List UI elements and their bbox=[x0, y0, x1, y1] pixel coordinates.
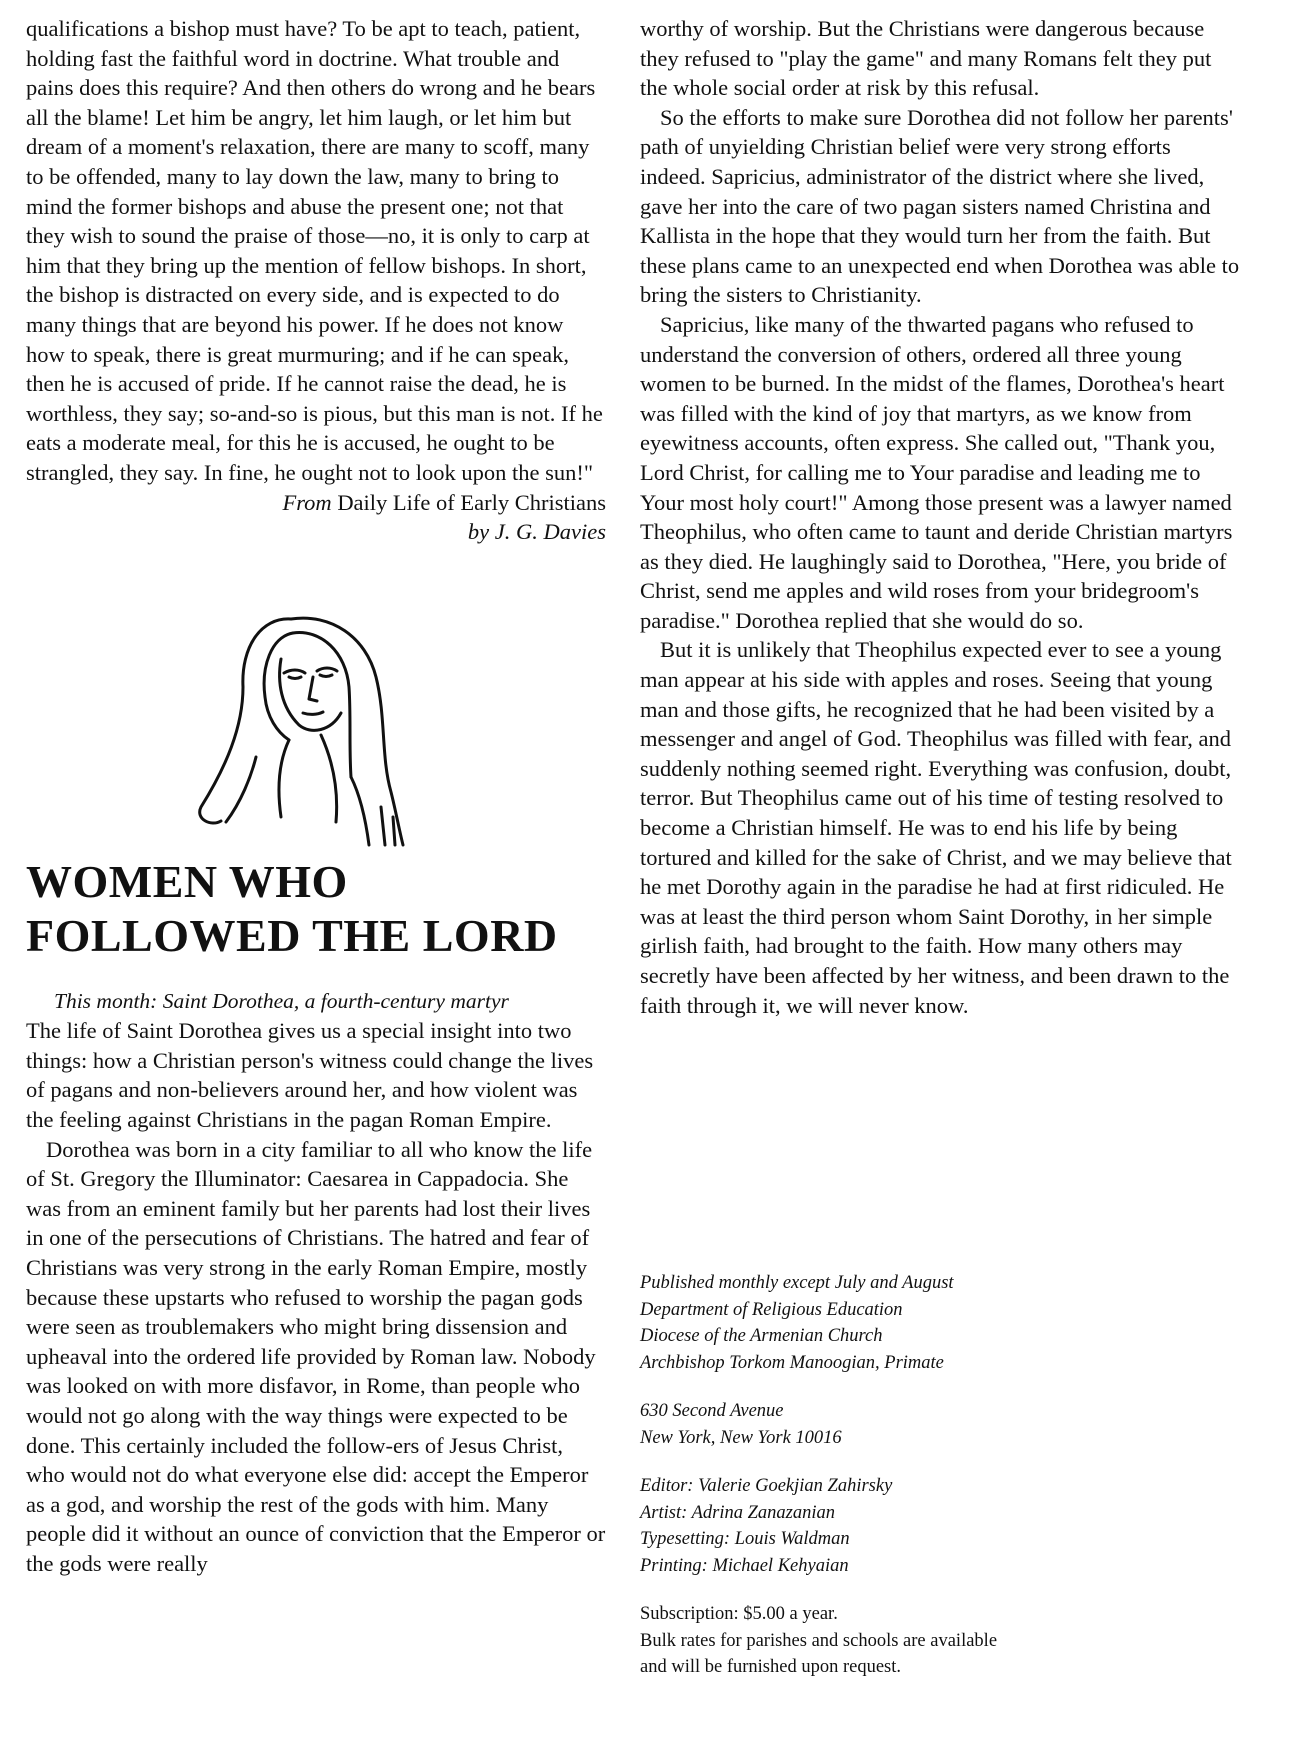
attribution-book-title: Daily Life of Early Christians bbox=[337, 489, 606, 515]
attribution-book bbox=[26, 488, 606, 518]
article-paragraph: Sapricius, like many of the thwarted pagans who refused to understand the conversion of others, ordered all three young women to be burned. In the midst of the flames, Dorothea's heart was filled with the kind of joy that martyrs, as we know from eyewitness accounts, often express. She called out, "Thank you, Lord Christ, for calling me to Your paradise and leading me to Your most holy court!" Among those present was a lawyer named Theophilus, who often came to taunt and deride Christian martyrs as they died. He laughingly said to Dorothea, "Here, you bride of Christ, send me apples and wild roses from your bridegroom's paradise." Dorothea replied that she would do so. bbox=[640, 311, 1233, 633]
left-column bbox=[26, 14, 606, 1579]
publisher-block bbox=[640, 1270, 1240, 1376]
article-title bbox=[26, 855, 606, 963]
right-column bbox=[640, 14, 1240, 1020]
credit-line: Artist: Adrina Zanazanian bbox=[640, 1502, 835, 1523]
article-subtitle: This month: Saint Dorothea, a fourth-century martyr bbox=[54, 988, 509, 1013]
colophon bbox=[640, 1270, 1240, 1703]
publisher-line: Department of Religious Education bbox=[640, 1299, 903, 1320]
address-line: 630 Second Avenue bbox=[640, 1401, 784, 1421]
article-paragraph: But it is unlikely that Theophilus expected ever to see a young man appear at his side with apples and roses. Seeing that young man and those gifts, he recognized that he had been visited by a messenger and angel of God. Theophilus was filled with fear, and suddenly nothing seemed right. Everything was confusion, doubt, terror. But Theophilus came out of his time of testing resolved to become a Christian himself. He was to end his life by being tortured and killed for the sake of Christ, and we may believe that he met Dorothy again in the paradise he had at first ridiculed. He was at least the third person whom Saint Dorothy, in her simple girlish faith, had brought to the faith. How many others may secretly have been affected by her witness, and been drawn to the faith through it, we will never know. bbox=[640, 637, 1232, 1018]
publisher-line: Published monthly except July and August bbox=[640, 1273, 954, 1293]
attribution-from: From bbox=[282, 489, 332, 515]
article-paragraph: Dorothea was born in a city familiar to all who know the life of St. Gregory the Illuminator: Caesarea in Cappadocia. She was from an eminent family but her parents had lost their lives in one of the persecutions of Christians. The hatred and fear of Christians was very strong in the early Roman Empire, mostly because these upstarts who refused to worship the pagan gods were seen as troublemakers who might bring dissension and upheaval into the ordered life provided by Roman law. Nobody was looked on with more disfavor, in Rome, than people who would not go along with the way things were expected to be done. This certainly included the follow-ers of Jesus Christ, who would not do what everyone else did: accept the Emperor as a god, and worship the rest of the gods with him. Many people did it without an ounce of conviction that the Emperor or the gods were really bbox=[26, 1136, 606, 1576]
article-title-line1: WOMEN WHO bbox=[26, 855, 348, 907]
attribution-author: by J. G. Davies bbox=[467, 519, 606, 545]
subscription-block bbox=[640, 1601, 1240, 1681]
saint-portrait-icon bbox=[181, 607, 431, 847]
article-paragraph: worthy of worship. But the Christians were dangerous because they refused to "play the game" and many Romans felt they put the whole social order at risk by this refusal. bbox=[640, 16, 1212, 101]
article-paragraph: So the efforts to make sure Dorothea did not follow her parents' path of unyielding Christian belief were very strong efforts indeed. Sapricius, administrator of the district where she lived, gave her into the care of two pagan sisters named Christina and Kallista in the hope that they would turn her from the faith. But these plans came to an unexpected end when Dorothea was able to bring the sisters to Christianity. bbox=[640, 104, 1240, 308]
article-title-line2: FOLLOWED THE LORD bbox=[26, 909, 558, 961]
credit-line: Typesetting: Louis Waldman bbox=[640, 1529, 850, 1549]
quote-paragraph: qualifications a bishop must have? To be apt to teach, patient, holding fast the faithful word in doctrine. What trouble and pains does this require? And then others do wrong and he bears all the blame! Let him be angry, let him laugh, or let him but dream of a moment's relaxation, there are many to scoff, many to be offended, many to lay down the law, many to bring to mind the former bishops and abuse the present one; not that they wish to sound the praise of those—no, it is only to carp at him that they bring up the mention of fellow bishops. In short, the bishop is distracted on every side, and is expected to do many things that are beyond his power. If he does not know how to speak, there is great murmuring; and if he can speak, then he is accused of pride. If he cannot raise the dead, he is worthless, they say; so-and-so is pious, but this man is not. If he eats a moderate meal, for this he is accused, he ought to be strangled, they say. In fine, he ought not to look upon the sun!" bbox=[26, 16, 603, 485]
publisher-line: Diocese of the Armenian Church bbox=[640, 1326, 883, 1346]
address-line: New York, New York 10016 bbox=[640, 1427, 842, 1448]
publisher-line: Archbishop Torkom Manoogian, Primate bbox=[640, 1352, 944, 1373]
credit-line: Printing: Michael Kehyaian bbox=[640, 1555, 849, 1576]
credits-block bbox=[640, 1473, 1240, 1579]
subscription-line: Subscription: $5.00 a year. bbox=[640, 1604, 838, 1624]
subscription-line: and will be furnished upon request. bbox=[640, 1657, 901, 1677]
article-paragraph: The life of Saint Dorothea gives us a special insight into two things: how a Christian person's witness could change the lives of pagans and non-believers around her, and how violent was the feeling against Christians in the pagan Roman Empire. bbox=[26, 1018, 594, 1133]
address-block bbox=[640, 1398, 1240, 1451]
subscription-line: Bulk rates for parishes and schools are available bbox=[640, 1630, 998, 1651]
credit-line: Editor: Valerie Goekjian Zahirsky bbox=[640, 1476, 893, 1496]
